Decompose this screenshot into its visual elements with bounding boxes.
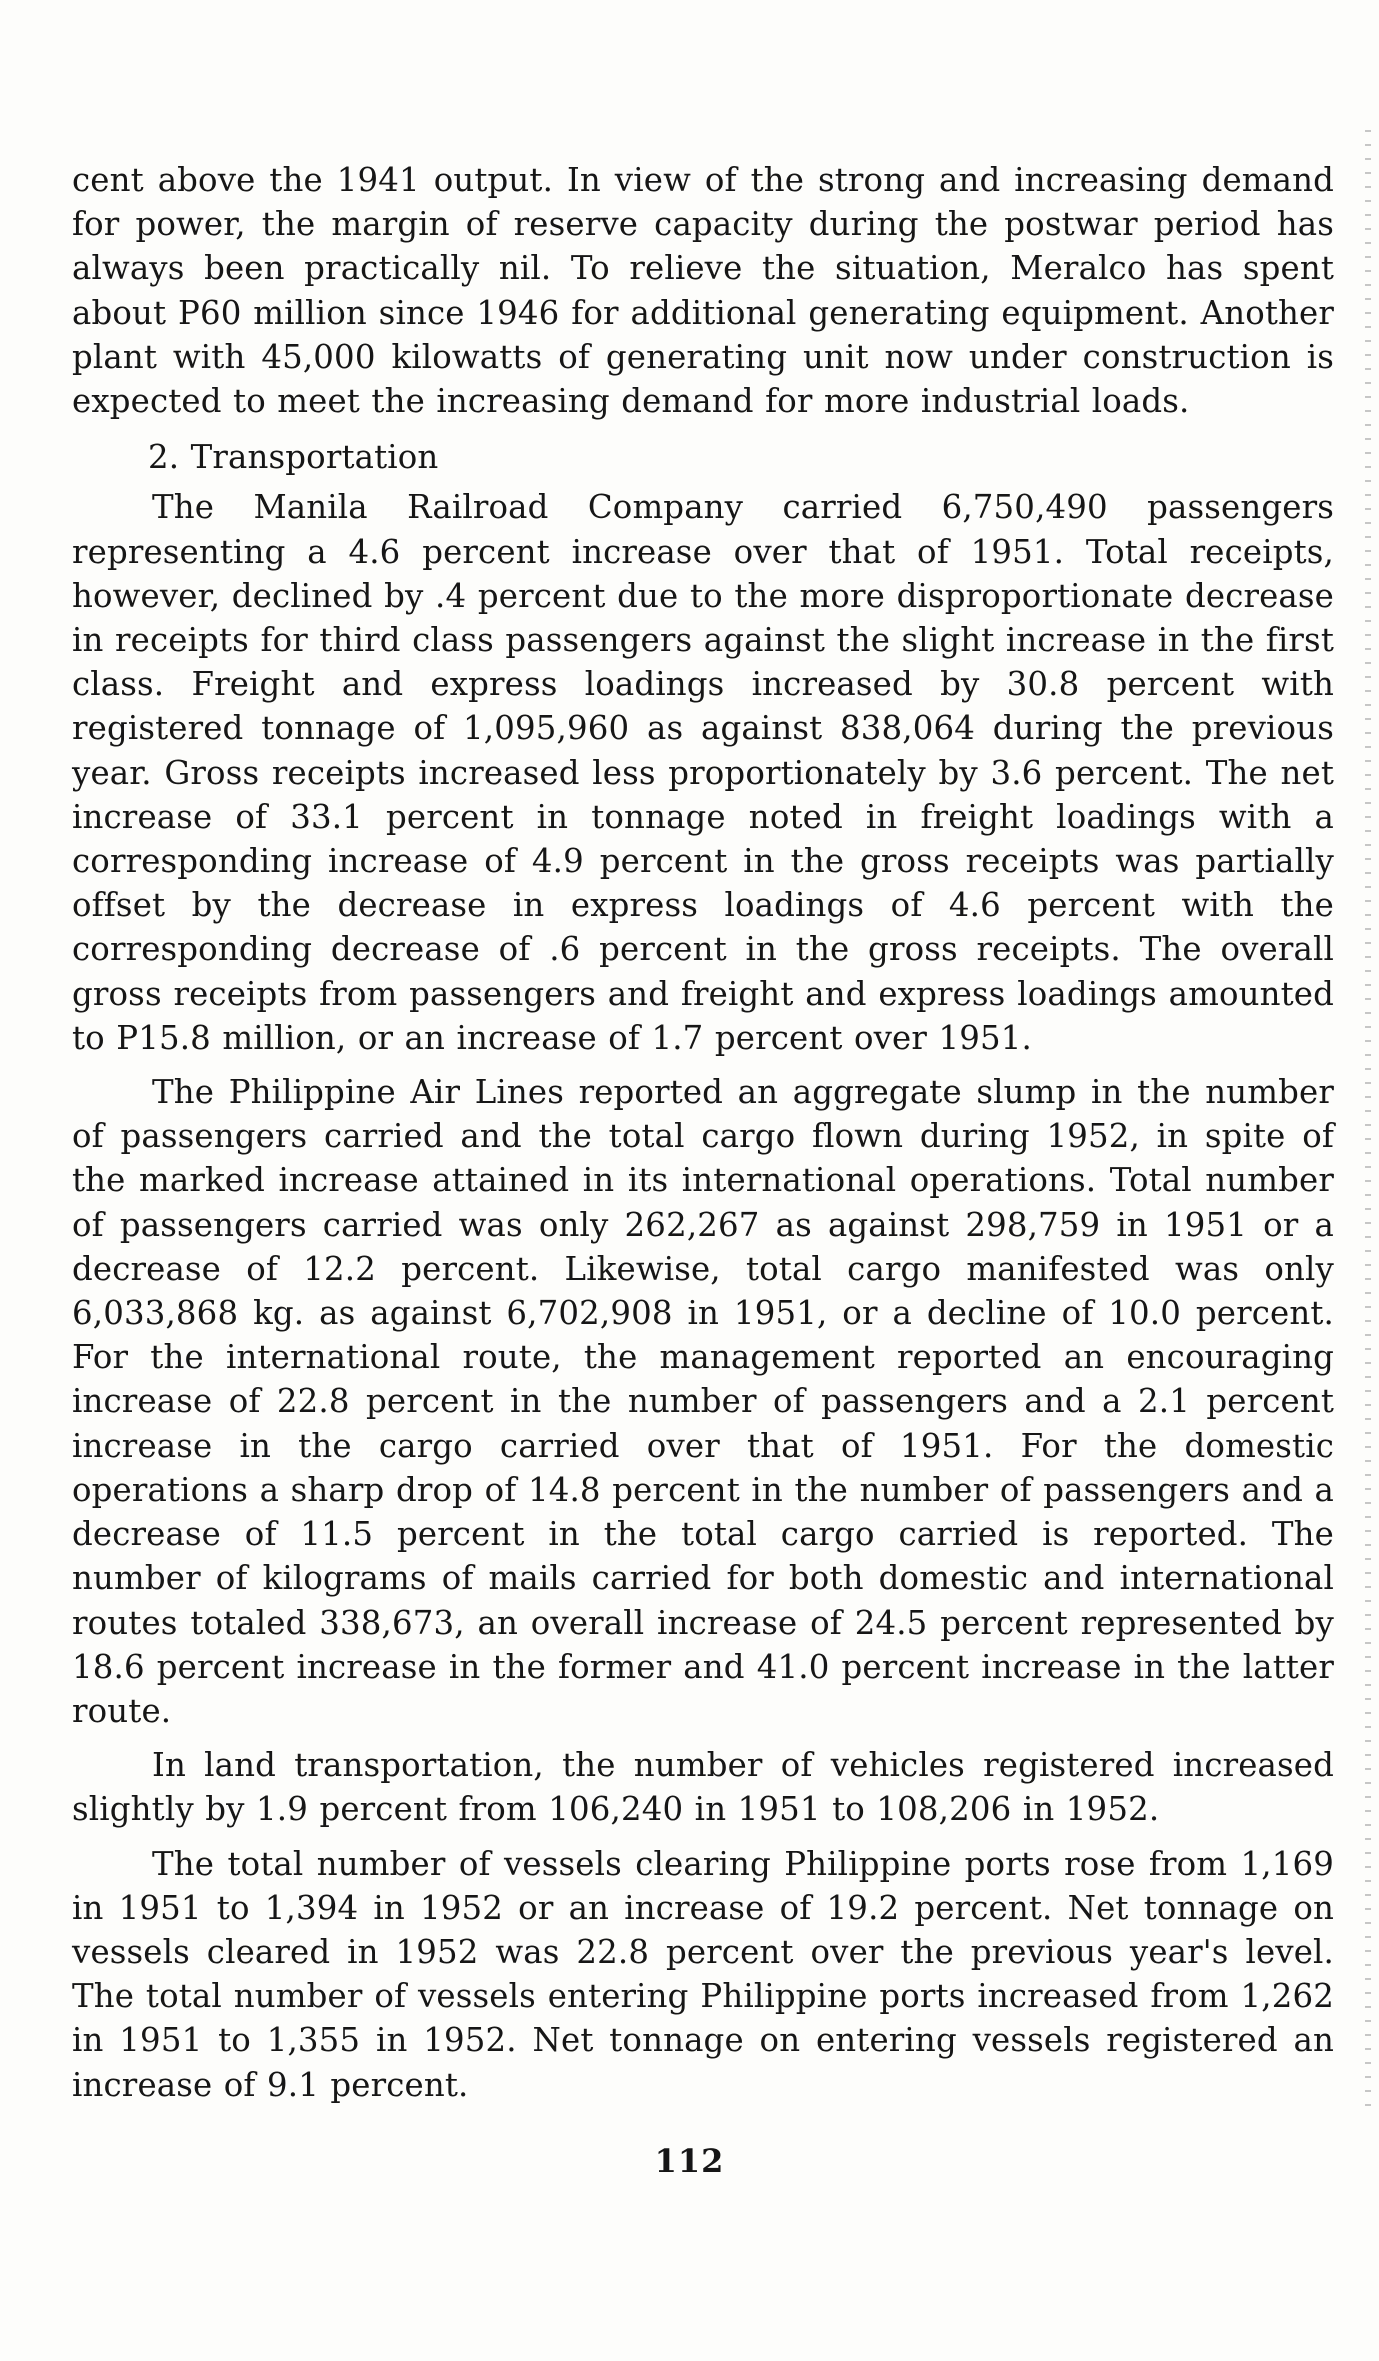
paragraph-manila-railroad: The Manila Railroad Company carried 6,750,490 passengers representing a 4.6 percent increase over that of 1951. Total receipts, however, declined by .4 percent due to the more disproportionate decrease in receipts for third class passengers against the slight increase in the first class. Freight and express loadings increased by 30.8 percent with registered tonnage of 1,095,960 as against 838,064 during the previous year. Gross receipts increased less proportionately by 3.6 percent. The net increase of 33.1 percent in tonnage noted in freight loadings with a corresponding increase of 4.9 percent in the gross receipts was partially offset by the decrease in express loadings of 4.6 percent with the corresponding decrease of .6 percent in the gross receipts. The overall gross receipts from passengers and freight and express loadings amounted to P15.8 million, or an increase of 1.7 percent over 1951. xyxy=(72,488,1334,1057)
section-heading-transportation: 2. Transportation xyxy=(148,438,439,477)
paragraph-power-continuation: cent above the 1941 output. In view of the strong and increasing demand for power, the margin of reserve capacity during the postwar period has always been practically nil. To relieve the situation, Meralco has spent about P60 million since 1946 for additional generating equipment. Another plant with 45,000 kilowatts of generating unit now under construction is expected to meet the increasing demand for more industrial loads. xyxy=(72,161,1334,421)
paragraph-philippine-air-lines: The Philippine Air Lines reported an aggregate slump in the number of passengers carried and the total cargo flown during 1952, in spite of the marked increase attained in its international operations. Total number of passengers carried was only 262,267 as against 298,759 in 1951 or a decrease of 12.2 percent. Likewise, total cargo manifested was only 6,033,868 kg. as against 6,702,908 in 1951, or a decline of 10.0 percent. For the international route, the management reported an encouraging increase of 22.8 percent in the number of passengers and a 2.1 percent increase in the cargo carried over that of 1951. For the domestic operations a sharp drop of 14.8 percent in the number of passengers and a decrease of 11.5 percent in the total cargo carried is reported. The number of kilograms of mails carried for both domestic and international routes totaled 338,673, an overall increase of 24.5 percent represented by 18.6 percent increase in the former and 41.0 percent increase in the latter route. xyxy=(72,1073,1334,1730)
paragraph-land-transportation: In land transportation, the number of vehicles registered increased slightly by 1.9 percent from 106,240 in 1951 to 108,206 in 1952. xyxy=(72,1746,1334,1829)
paragraph-vessels: The total number of vessels clearing Philippine ports rose from 1,169 in 1951 to 1,394 in 1952 or an increase of 19.2 percent. Net tonnage on vessels cleared in 1952 was 22.8 percent over the previous year's level. The total number of vessels entering Philippine ports increased from 1,262 in 1951 to 1,355 in 1952. Net tonnage on entering vessels registered an increase of 9.1 percent. xyxy=(72,1844,1334,2104)
body-text xyxy=(72,158,1334,2117)
page-number: 112 xyxy=(654,2142,725,2180)
scan-edge-artifact xyxy=(1365,130,1371,2110)
